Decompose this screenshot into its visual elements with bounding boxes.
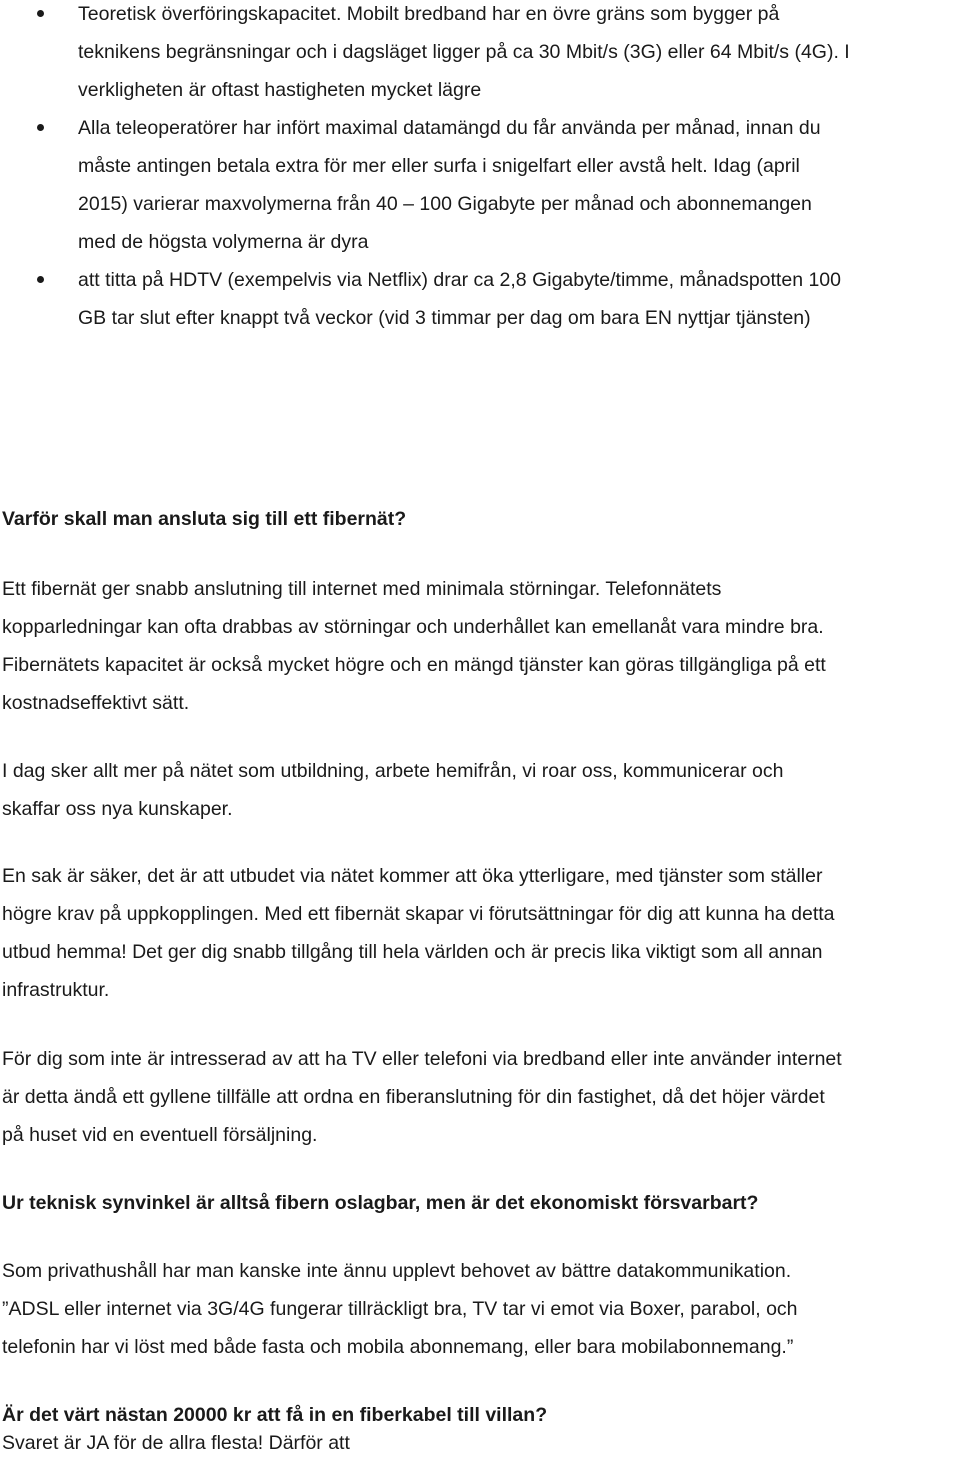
text-line: att titta på HDTV (exempelvis via Netflix) drar ca 2,8 Gigabyte/timme, månadspotten 100 — [78, 269, 841, 291]
text-line: teknikens begränsningar och i dagsläget ligger på ca 30 Mbit/s (3G) eller 64 Mbit/s (4G). I — [78, 41, 850, 63]
text-line: GB tar slut efter knappt två veckor (vid 3 timmar per dag om bara EN nyttjar tjänsten) — [78, 307, 811, 329]
text-line: Som privathushåll har man kanske inte ännu upplevt behovet av bättre datakommunikation. — [2, 1260, 792, 1282]
bullet-icon — [37, 276, 44, 283]
text-line: högre krav på uppkopplingen. Med ett fibernät skapar vi förutsättningar för dig att kunna ha detta — [2, 903, 835, 925]
text-line: kopparledningar kan ofta drabbas av störningar och underhållet kan emellanåt vara mindre bra. — [2, 616, 824, 638]
list-item — [0, 109, 960, 261]
text-line: infrastruktur. — [2, 979, 110, 1001]
text-line: Fibernätets kapacitet är också mycket högre och en mängd tjänster kan göras tillgängliga på ett — [2, 654, 826, 676]
text-line: skaffar oss nya kunskaper. — [2, 798, 233, 820]
text-line: ”ADSL eller internet via 3G/4G fungerar tillräckligt bra, TV tar vi emot via Boxer, parabol, och — [2, 1298, 798, 1320]
text-line: Ett fibernät ger snabb anslutning till internet med minimala störningar. Telefonnätets — [2, 578, 722, 600]
section-heading: Varför skall man ansluta sig till ett fibernät? — [2, 508, 407, 530]
text-line: är detta ändå ett gyllene tillfälle att ordna en fiberanslutning för din fastighet, då det höjer värdet — [2, 1086, 825, 1108]
paragraph — [2, 570, 958, 722]
text-line: 2015) varierar maxvolymerna från 40 – 100 Gigabyte per månad och abonnemangen — [78, 193, 812, 215]
text-line: med de högsta volymerna är dyra — [78, 231, 369, 253]
text-line: kostnadseffektivt sätt. — [2, 692, 190, 714]
paragraph — [2, 857, 958, 1009]
paragraph: Svaret är JA för de allra flesta! Därför att — [2, 1432, 350, 1454]
paragraph — [2, 1040, 958, 1154]
text-line: För dig som inte är intresserad av att ha TV eller telefoni via bredband eller inte använder internet — [2, 1048, 842, 1070]
text-line: måste antingen betala extra för mer eller surfa i snigelfart eller avstå helt. Idag (april — [78, 155, 800, 177]
text-line: Teoretisk överföringskapacitet. Mobilt bredband har en övre gräns som bygger på — [78, 3, 780, 25]
bullet-icon — [37, 124, 44, 131]
bullet-icon — [37, 10, 44, 17]
section-heading: Är det värt nästan 20000 kr att få in en fiberkabel till villan? — [2, 1404, 548, 1426]
text-line: utbud hemma! Det ger dig snabb tillgång till hela världen och är precis lika viktigt som all annan — [2, 941, 823, 963]
section-heading: Ur teknisk synvinkel är alltså fibern oslagbar, men är det ekonomiskt försvarbart? — [2, 1192, 759, 1214]
text-line: telefonin har vi löst med både fasta och mobila abonnemang, eller bara mobilabonnemang.” — [2, 1336, 794, 1358]
text-line: Alla teleoperatörer har infört maximal datamängd du får använda per månad, innan du — [78, 117, 821, 139]
text-line: på huset vid en eventuell försäljning. — [2, 1124, 318, 1146]
text-line: En sak är säker, det är att utbudet via nätet kommer att öka ytterligare, med tjänster som ställer — [2, 865, 823, 887]
paragraph — [2, 1252, 958, 1366]
paragraph — [2, 752, 958, 828]
text-line: I dag sker allt mer på nätet som utbildning, arbete hemifrån, vi roar oss, kommunicerar och — [2, 760, 784, 782]
text-line: verkligheten är oftast hastigheten mycket lägre — [78, 79, 482, 101]
list-item — [0, 0, 960, 109]
list-item — [0, 261, 960, 337]
